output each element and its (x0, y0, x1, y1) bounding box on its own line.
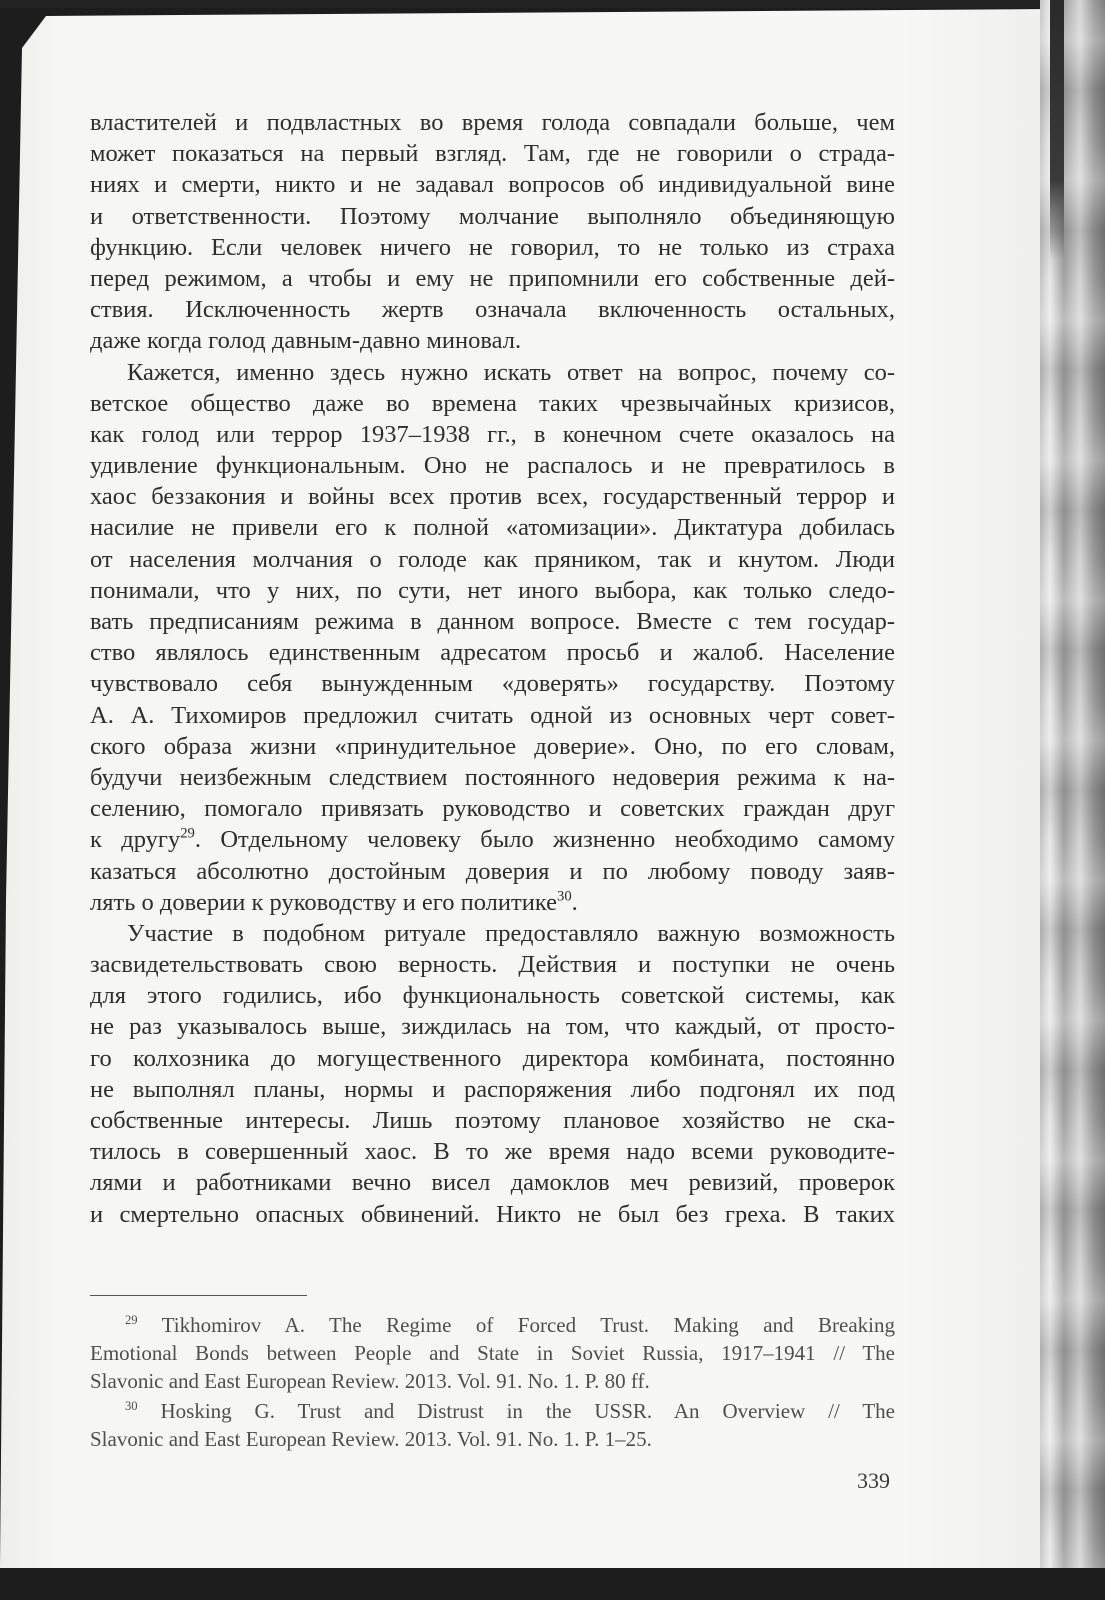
footnote-line: $^{29}$ Tikhomirov A. The Regime of Forced Trust. Making and Breaking (125, 1312, 895, 1337)
text-line: властителей и подвластных во время голода совпадали больше, чем (90, 109, 895, 136)
footnote-ref: 30 (556, 888, 572, 905)
text-line: ствия. Исключенность жертв означала включенность остальных, (90, 296, 895, 324)
text-line: вать предписаниям режима в данном вопросе. Вместе с тем государ- (90, 608, 895, 635)
text-line: понимали, что у них, по сути, нет иного выбора, как только следо- (90, 576, 895, 604)
footnote-line: $^{30}$ Hosking G. Trust and Distrust in the USSR. An Overview // The (125, 1398, 895, 1423)
paragraph (90, 107, 895, 357)
text-line: тилось в совершенный хаос. В то же время надо всеми руководите- (90, 1138, 895, 1166)
text-line: будучи неизбежным следствием постоянного недоверия режима к на- (90, 763, 895, 791)
text-line: казаться абсолютно достойным доверия и по любому поводу заяв- (90, 857, 895, 885)
text-line: не выполнял планы, нормы и распоряжения либо подгонял их под (90, 1075, 895, 1103)
text-line: ветское общество даже во времена таких чрезвычайных кризисов, (90, 389, 895, 417)
text-line: лями и работниками вечно висел дамоклов меч ревизий, проверок (90, 1169, 895, 1197)
text-line: не раз указывалось выше, зиждилась на том, что каждый, от просто- (90, 1013, 895, 1041)
text-line: от населения молчания о голоде как пряником, так и кнутом. Люди (90, 545, 895, 573)
footnote (90, 1397, 895, 1453)
paragraph (90, 918, 895, 1230)
text-line: ского образа жизни «принудительное доверие». Оно, по его словам, (90, 732, 895, 760)
text-line: к другу$^{29}$. Отдельному человеку было жизненно необходимо самому (90, 825, 895, 854)
scan-shadow-right (1050, 0, 1064, 260)
text-line: удивление функциональным. Оно не распалось и не превратилось в (90, 452, 895, 480)
text-line: насилие не привели его к полной «атомизации». Диктатура добилась (90, 514, 895, 542)
body-text (90, 107, 895, 1230)
text-line: ство являлось единственным адресатом просьб и жалоб. Население (90, 639, 895, 667)
footnote-number: 29 (125, 1312, 138, 1327)
footnote-line: Slavonic and East European Review. 2013. Vol. 91. No. 1. P. 80 ff. (90, 1369, 650, 1393)
text-line: как голод или террор 1937–1938 гг., в конечном счете оказалось на (90, 420, 895, 448)
text-line: Участие в подобном ритуале предоставляло важную возможность (127, 919, 895, 947)
text-line: даже когда голод давным-давно миновал. (90, 327, 522, 355)
text-line: селению, помогало привязать руководство и советских граждан друг (90, 795, 895, 823)
text-line: чувствовало себя вынужденным «доверять» государству. Поэтому (90, 670, 895, 698)
footnote (90, 1311, 895, 1395)
footnote-line: Emotional Bonds between People and State in Soviet Russia, 1917–1941 // The (90, 1341, 895, 1365)
text-line: и смертельно опасных обвинений. Никто не был без греха. В таких (90, 1200, 895, 1228)
scan-border-top (0, 0, 1105, 8)
text-line: для этого годились, ибо функциональность советской системы, как (90, 982, 895, 1010)
footnote-ref: 29 (180, 825, 195, 842)
text-line: засвидетельствовать свою верность. Действия и поступки не очень (90, 951, 895, 979)
text-line: лять о доверии к руководству и его политике$^{30}$. (90, 888, 578, 916)
paragraph (90, 357, 895, 918)
text-line: го колхозника до могущественного директора комбината, постоянно (90, 1044, 895, 1072)
text-line: перед режимом, а чтобы и ему не припомнили его собственные дей- (90, 264, 895, 292)
text-line: хаос беззакония и войны всех против всех, государственный террор и (90, 483, 895, 511)
page-number: 339 (857, 1468, 890, 1493)
text-line: функцию. Если человек ничего не говорил, то не только из страха (90, 233, 895, 261)
footnotes (90, 1311, 895, 1455)
text-line: Кажется, именно здесь нужно искать ответ на вопрос, почему со- (127, 358, 895, 386)
text-line: может показаться на первый взгляд. Там, где не говорили о страда- (90, 140, 895, 168)
text-line: собственные интересы. Лишь поэтому плановое хозяйство не ска- (90, 1107, 895, 1134)
footnote-separator (90, 1295, 307, 1296)
text-line: А. А. Тихомиров предложил считать одной из основных черт совет- (90, 701, 895, 729)
text-line: ниях и смерти, никто и не задавал вопросов об индивидуальной вине (90, 171, 895, 199)
footnote-number: 30 (125, 1398, 138, 1413)
footnote-line: Slavonic and East European Review. 2013. Vol. 91. No. 1. P. 1–25. (90, 1427, 652, 1451)
text-line: и ответственности. Поэтому молчание выполняло объединяющую (90, 202, 895, 230)
